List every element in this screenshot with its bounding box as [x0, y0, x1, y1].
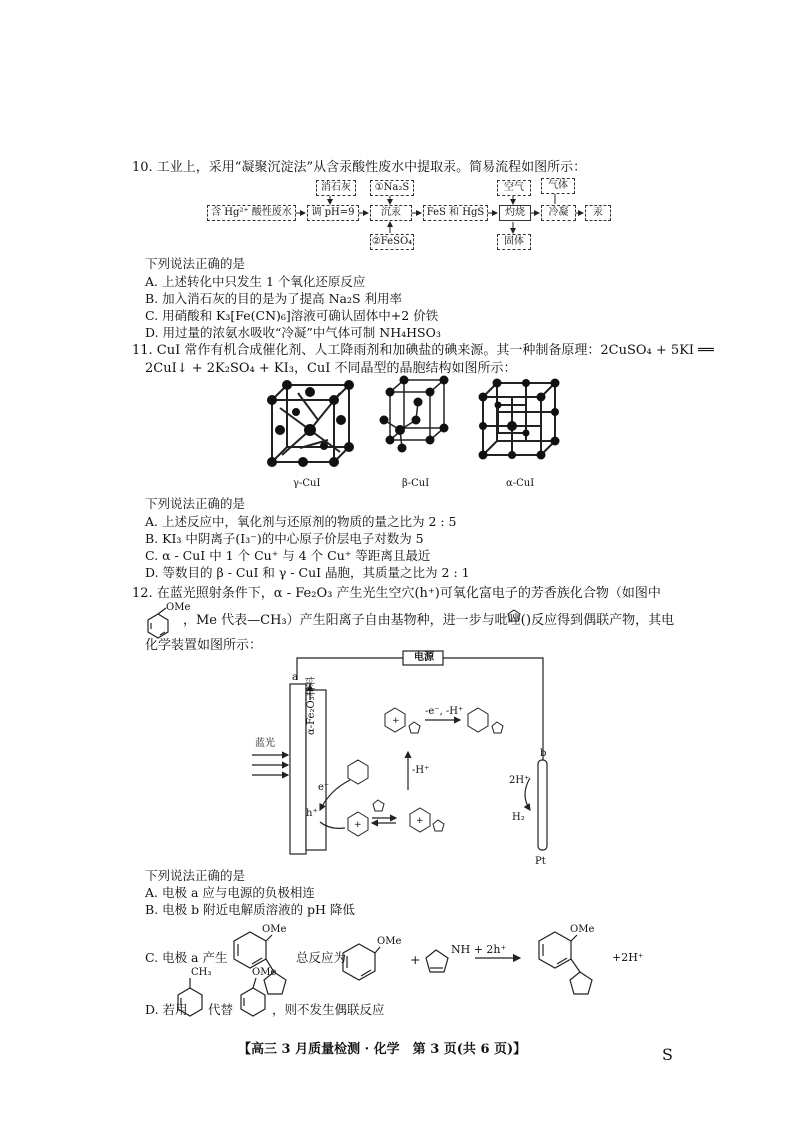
- step2-label: -H⁺: [412, 765, 430, 776]
- flow-solid: FeS 和 HgS: [423, 205, 488, 221]
- crystal-label-gamma: γ-CuI: [293, 478, 321, 489]
- svg-text:+: +: [354, 820, 362, 830]
- step1-label: -e⁻, -H⁺: [425, 706, 464, 717]
- flow-residue: 固体: [497, 234, 531, 250]
- flow-product: 汞: [585, 205, 611, 221]
- q10-option-a[interactable]: A. 上述转化中只发生 1 个氧化还原反应: [145, 274, 366, 289]
- q12-option-c-nh: NH + 2h⁺: [451, 943, 507, 956]
- anisole-d-ome-label: OMe: [252, 967, 277, 978]
- flow-roast: 灼烧: [499, 205, 531, 221]
- fe2o3-material-label: α-Fe₂O₃材料: [306, 676, 317, 735]
- flow-lime: 消石灰: [316, 180, 356, 196]
- toluene-ch3-label: CH₃: [191, 967, 212, 978]
- q11-stem-line1: 11. CuI 常作有机合成催化剂、人工降雨剂和加碘盐的碘来源。其一种制备原理：2CuSO₄ + 5KI ══: [132, 343, 714, 358]
- q12-stem-line2: ，Me 代表—CH₃）产生阳离子自由基物种，进一步与吡唑(: [183, 613, 526, 628]
- q10-stem: 10. 工业上，采用“凝聚沉淀法”从含汞酸性废水中提取汞。简易流程如图所示：: [132, 160, 587, 175]
- flow-feso4: ②FeSO₄: [370, 234, 414, 250]
- q11-option-b[interactable]: B. KI₃ 中阴离子(I₃⁻)的中心原子价层电子对数为 5: [145, 531, 424, 546]
- q12-option-c-lead: C. 电极 a 产生: [145, 950, 228, 965]
- q12-option-d-mid: 代替: [208, 1002, 234, 1017]
- h2-label: H₂: [512, 812, 525, 823]
- q12-c-ome-1: OMe: [262, 924, 287, 935]
- flow-precip: 沉汞: [370, 205, 412, 221]
- q11-stem-line2: 2CuI↓ + 2K₂SO₄ + KI₃，CuI 不同晶型的晶胞结构如图所示：: [145, 361, 517, 376]
- flow-start: 含 Hg²⁺ 酸性废水: [207, 205, 296, 221]
- q11-option-d[interactable]: D. 等数目的 β - CuI 和 γ - CuI 晶胞，其质量之比为 2 : 1: [145, 565, 470, 580]
- pt-label: Pt: [535, 856, 546, 867]
- q12-c-ome-2: OMe: [377, 936, 402, 947]
- anisole-ome-label: OMe: [166, 602, 191, 613]
- flow-ph: 调 pH=9: [307, 205, 359, 221]
- corner-mark: S: [662, 1045, 673, 1064]
- electrode-b-label: b: [540, 748, 547, 759]
- blue-light-label: 蓝光: [255, 738, 275, 749]
- svg-text:+: +: [416, 816, 424, 826]
- q12-prompt: 下列说法正确的是: [145, 868, 246, 883]
- flow-air: 空气: [497, 180, 531, 196]
- svg-text:+: +: [392, 716, 400, 726]
- q12-stem-line2b: )反应得到偶联产物，其电: [526, 613, 675, 628]
- q10-option-c[interactable]: C. 用硝酸和 K₃[Fe(CN)₆]溶液可确认固体中+2 价铁: [145, 308, 439, 323]
- q12-option-d-lead: D. 若用: [145, 1002, 188, 1017]
- flow-na2s: ①Na₂S: [370, 180, 414, 196]
- electron-label: e⁻: [318, 782, 330, 793]
- q12-stem-line1: 12. 在蓝光照射条件下，α - Fe₂O₃ 产生光生空穴(h⁺)可氧化富电子的芳香族化合物（如图中: [132, 586, 661, 601]
- q12-option-d-tail: ，则不发生偶联反应: [272, 1002, 385, 1017]
- flow-gas: 气体: [541, 178, 575, 194]
- q11-prompt: 下列说法正确的是: [145, 496, 246, 511]
- q10-prompt: 下列说法正确的是: [145, 256, 246, 271]
- crystal-label-alpha: α-CuI: [506, 478, 535, 489]
- power-supply-label: 电源: [414, 652, 434, 663]
- q12-option-c-tail: +2H⁺: [612, 951, 644, 964]
- page-footer: 【高三 3 月质量检测 · 化学 第 3 页(共 6 页)】: [238, 1042, 527, 1057]
- q12-stem-line3: 化学装置如图所示：: [145, 638, 263, 653]
- q12-option-c-plus: +: [410, 952, 421, 967]
- flow-condense: 冷凝: [541, 205, 576, 221]
- twoh-label: 2H⁺: [509, 775, 530, 786]
- electrode-a-label: a: [292, 672, 298, 683]
- q12-option-c-mid: 总反应为: [296, 950, 347, 965]
- hole-label: h⁺: [306, 808, 318, 819]
- q11-option-c[interactable]: C. α - CuI 中 1 个 Cu⁺ 与 4 个 Cu⁺ 等距离且最近: [145, 548, 431, 563]
- q10-option-d[interactable]: D. 用过量的浓氨水吸收“冷凝”中气体可制 NH₄HSO₃: [145, 325, 441, 340]
- q12-c-ome-3: OMe: [570, 924, 595, 935]
- q12-option-b[interactable]: B. 电极 b 附近电解质溶液的 pH 降低: [145, 902, 355, 917]
- q10-option-b[interactable]: B. 加入消石灰的目的是为了提高 Na₂S 利用率: [145, 291, 403, 306]
- crystal-label-beta: β-CuI: [402, 478, 430, 489]
- q11-option-a[interactable]: A. 上述反应中，氧化剂与还原剂的物质的量之比为 2 : 5: [145, 514, 457, 529]
- q12-option-a[interactable]: A. 电极 a 应与电源的负极相连: [145, 885, 315, 900]
